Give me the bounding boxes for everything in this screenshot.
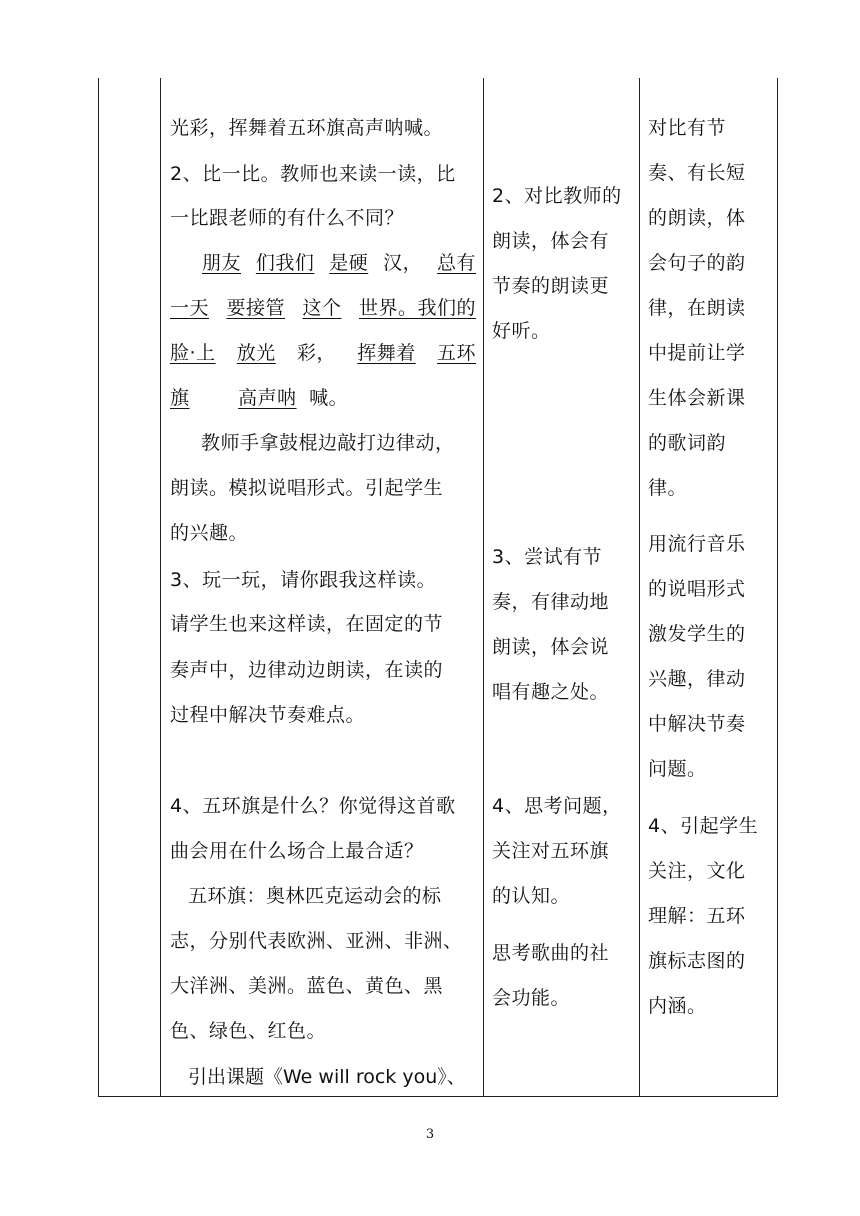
- table-border-bottom: [98, 1096, 778, 1097]
- table-border-left: [98, 78, 99, 1097]
- text-line: 大洋洲、美洲。蓝色、黄色、黑: [170, 975, 444, 997]
- rhythm-word: 脸·上: [170, 342, 216, 364]
- rhythm-word: 汉，: [383, 252, 423, 274]
- rhythm-word: 彩，: [297, 342, 337, 364]
- text-line: 引出课题《We will rock you》、: [188, 1066, 466, 1088]
- text-line: 朗读，体会说: [492, 636, 610, 658]
- text-line: 关注，文化: [648, 860, 746, 882]
- text-line: 旗标志图的: [648, 950, 746, 972]
- text-line: 色、绿色、红色。: [170, 1020, 327, 1042]
- text-line: 会句子的韵: [648, 252, 746, 274]
- rhythm-line-2: [170, 297, 476, 320]
- text-line: 一比跟老师的有什么不同？: [170, 207, 405, 229]
- text-line: 思考歌曲的社: [492, 942, 610, 964]
- text-line: 奏、有长短: [648, 162, 746, 184]
- text-line: 问题。: [648, 758, 707, 780]
- text-line: 好听。: [492, 320, 551, 342]
- rhythm-line-3: [170, 342, 476, 365]
- text-line: 朗读，体会有: [492, 230, 610, 252]
- text-line: 的朗读，体: [648, 207, 746, 229]
- text-line: 关注对五环旗: [492, 840, 610, 862]
- rhythm-line-4: [170, 387, 348, 410]
- text-line: 的歌词韵: [648, 432, 727, 454]
- text-line: 五环旗：奥林匹克运动会的标: [188, 885, 442, 907]
- text-line: 的兴趣。: [170, 522, 249, 544]
- text-line: 2、对比教师的: [492, 185, 622, 207]
- text-line: 光彩，挥舞着五环旗高声呐喊。: [170, 117, 444, 139]
- text-line: 4、五环旗是什么？你觉得这首歌: [170, 795, 456, 817]
- column-divider-2: [483, 78, 484, 1097]
- text-line: 朗读。模拟说唱形式。引起学生: [170, 477, 444, 499]
- rhythm-word: 挥舞着: [357, 342, 416, 364]
- table-border-right: [777, 78, 778, 1097]
- text-line: 兴趣，律动: [648, 668, 746, 690]
- rhythm-word: 要接管: [226, 297, 285, 319]
- rhythm-word: 这个: [302, 297, 342, 319]
- text-line: 理解：五环: [648, 905, 746, 927]
- rhythm-word: 们我们: [255, 252, 315, 274]
- page-number: 3: [425, 1127, 435, 1142]
- text-line: 请学生也来这样读，在固定的节: [170, 613, 444, 635]
- text-line: 教师手拿鼓棍边敲打边律动，: [201, 432, 455, 454]
- text-line: 对比有节: [648, 117, 727, 139]
- rhythm-word: 放光: [236, 342, 276, 364]
- text-line: 律，在朗读: [648, 297, 746, 319]
- column-divider-3: [639, 78, 640, 1097]
- text-line: 节奏的朗读更: [492, 275, 610, 297]
- text-line: 3、尝试有节: [492, 546, 603, 568]
- text-line: 中解决节奏: [648, 713, 746, 735]
- rhythm-word: 是硬: [329, 252, 369, 274]
- text-line: 过程中解决节奏难点。: [170, 704, 366, 726]
- text-line: 激发学生的: [648, 623, 746, 645]
- rhythm-word: 一天: [170, 297, 210, 319]
- rhythm-line-1: [170, 252, 476, 275]
- rhythm-word: 总有: [436, 252, 476, 274]
- column-divider-1: [160, 78, 161, 1097]
- rhythm-word: 五环: [436, 342, 476, 364]
- text-line: 3、玩一玩，请你跟我这样读。: [170, 569, 437, 591]
- text-line: 2、比一比。教师也来读一读，比: [170, 163, 456, 185]
- text-line: 律。: [648, 477, 688, 499]
- text-line: 4、引起学生: [648, 815, 759, 837]
- text-line: 的认知。: [492, 885, 571, 907]
- text-line: 内涵。: [648, 995, 707, 1017]
- text-line: 用流行音乐: [648, 533, 746, 555]
- rhythm-word: 高声呐: [238, 387, 297, 409]
- rhythm-word: 世界。我们的: [358, 297, 476, 319]
- text-line: 曲会用在什么场合上最合适？: [170, 840, 424, 862]
- text-line: 生体会新课: [648, 387, 746, 409]
- rhythm-word: 喊。: [309, 387, 349, 409]
- rhythm-word: 旗: [170, 387, 190, 409]
- rhythm-word: 朋友: [202, 252, 242, 274]
- text-line: 4、思考问题，: [492, 795, 622, 817]
- text-line: 志，分别代表欧洲、亚洲、非洲、: [170, 930, 463, 952]
- text-line: 会功能。: [492, 987, 571, 1009]
- text-line: 唱有趣之处。: [492, 681, 610, 703]
- text-line: 奏声中，边律动边朗读，在读的: [170, 659, 444, 681]
- text-line: 奏，有律动地: [492, 591, 610, 613]
- text-line: 中提前让学: [648, 342, 746, 364]
- text-line: 的说唱形式: [648, 578, 746, 600]
